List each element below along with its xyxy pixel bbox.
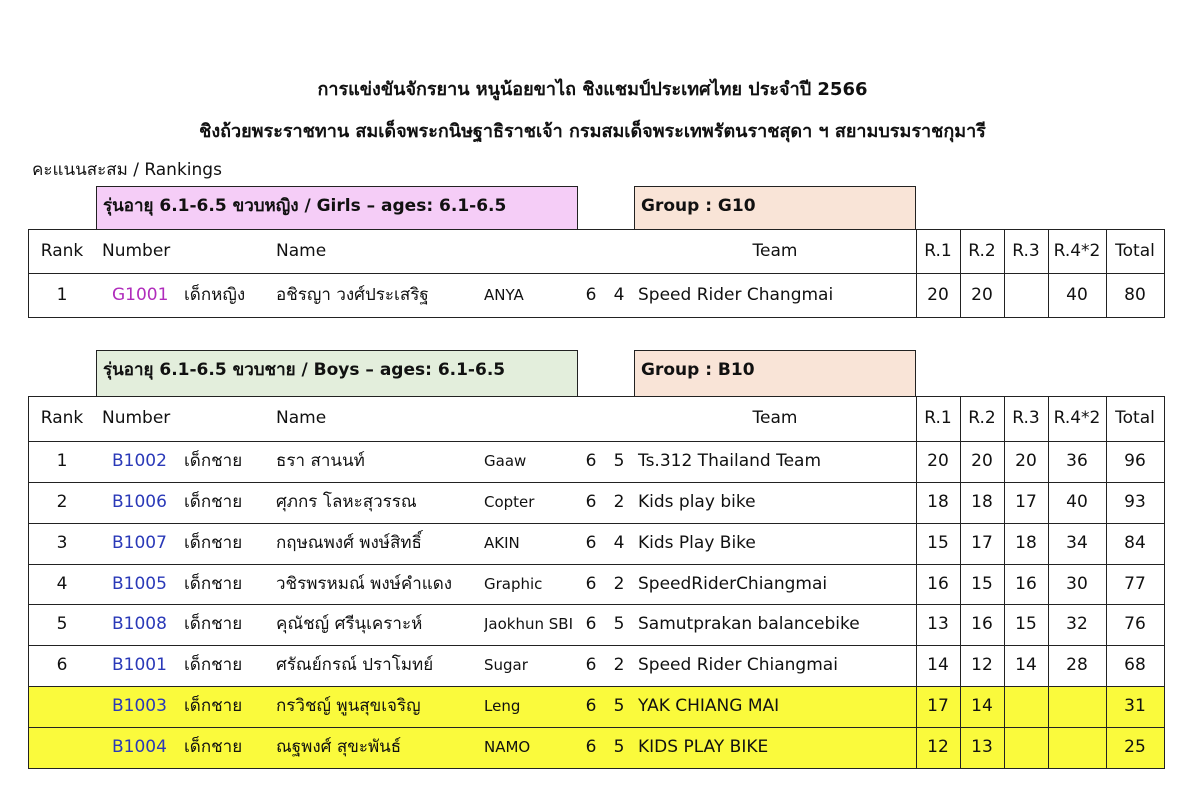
month-cell: 5 xyxy=(613,696,625,716)
nickname-cell: ANYA xyxy=(484,286,524,304)
total-cell: 31 xyxy=(1124,696,1146,716)
nickname-cell: Sugar xyxy=(484,656,528,674)
age-cell: 6 xyxy=(585,285,597,305)
number-cell: B1008 xyxy=(112,614,167,634)
rank-cell xyxy=(28,686,96,727)
table-border xyxy=(1106,229,1107,318)
group-box: Group : G10 xyxy=(634,186,916,230)
col-header-r3: R.3 xyxy=(1012,241,1040,261)
total-cell: 76 xyxy=(1124,614,1146,634)
total-cell: 25 xyxy=(1124,737,1146,757)
table-rule xyxy=(28,229,1164,230)
r4-cell xyxy=(1048,686,1106,727)
col-header-r4: R.4*2 xyxy=(1053,408,1101,428)
name-cell: วชิรพรหมณ์ พงษ์คำแดง xyxy=(276,574,453,594)
team-cell: Speed Rider Changmai xyxy=(638,285,834,305)
table-rule xyxy=(28,564,1164,565)
table-border xyxy=(1106,396,1107,769)
table-border xyxy=(1004,396,1005,769)
r3-cell: 20 xyxy=(1015,451,1037,471)
nickname-cell: AKIN xyxy=(484,534,520,552)
total-cell: 84 xyxy=(1124,533,1146,553)
gender-cell: เด็กชาย xyxy=(184,737,243,757)
r3-cell: 17 xyxy=(1015,492,1037,512)
number-cell: G1001 xyxy=(112,285,169,305)
table-rule xyxy=(28,645,1164,646)
r1-cell: 17 xyxy=(927,696,949,716)
month-cell: 2 xyxy=(613,492,625,512)
r1-cell: 14 xyxy=(927,655,949,675)
number-cell: B1005 xyxy=(112,574,167,594)
table-rule xyxy=(28,604,1164,605)
gender-cell: เด็กชาย xyxy=(184,655,243,675)
name-cell: กฤษณพงศ์ พงษ์สิทธิ์ xyxy=(276,533,422,553)
r2-cell: 14 xyxy=(971,696,993,716)
table-border xyxy=(1048,396,1049,769)
col-header-name: Name xyxy=(276,408,327,428)
r2-cell: 18 xyxy=(971,492,993,512)
total-cell: 80 xyxy=(1124,285,1146,305)
team-cell: YAK CHIANG MAI xyxy=(638,696,780,716)
team-cell: SpeedRiderChiangmai xyxy=(638,574,828,594)
table-border xyxy=(960,229,961,318)
r4-cell: 30 xyxy=(1066,574,1088,594)
rank-cell: 1 xyxy=(56,451,68,471)
r2-cell: 15 xyxy=(971,574,993,594)
rank-cell: 1 xyxy=(56,285,68,305)
gender-cell: เด็กชาย xyxy=(184,696,243,716)
r1-cell: 20 xyxy=(927,285,949,305)
col-header-number: Number xyxy=(102,241,171,261)
total-cell: 77 xyxy=(1124,574,1146,594)
col-header-total: Total xyxy=(1115,241,1155,261)
rank-cell xyxy=(28,727,96,768)
name-cell: ณฐพงศ์ สุขะพันธ์ xyxy=(276,737,402,757)
month-cell: 5 xyxy=(613,737,625,757)
rank-cell: 6 xyxy=(56,655,68,675)
team-cell: Samutprakan balancebike xyxy=(638,614,860,634)
table-border xyxy=(1048,229,1049,318)
age-cell: 6 xyxy=(585,533,597,553)
r3-cell xyxy=(1004,727,1048,768)
total-cell: 96 xyxy=(1124,451,1146,471)
name-cell: ธรา สานนท์ xyxy=(276,451,365,471)
age-cell: 6 xyxy=(585,492,597,512)
group-box: Group : B10 xyxy=(634,350,916,397)
r2-cell: 20 xyxy=(971,451,993,471)
r3-cell xyxy=(1004,273,1048,317)
table-rule xyxy=(28,768,1164,769)
table-border xyxy=(960,396,961,769)
col-header-team: Team xyxy=(752,241,798,261)
r3-cell: 16 xyxy=(1015,574,1037,594)
rank-cell: 3 xyxy=(56,533,68,553)
r2-cell: 13 xyxy=(971,737,993,757)
name-cell: คุณัชญ์ ศรีนุเคราะห์ xyxy=(276,614,423,634)
col-header-r1: R.1 xyxy=(924,241,952,261)
r4-cell: 40 xyxy=(1066,492,1088,512)
number-cell: B1004 xyxy=(112,737,167,757)
r1-cell: 20 xyxy=(927,451,949,471)
r3-cell: 18 xyxy=(1015,533,1037,553)
r4-cell: 36 xyxy=(1066,451,1088,471)
table-border xyxy=(1004,229,1005,318)
col-header-r2: R.2 xyxy=(968,408,996,428)
table-border xyxy=(1164,396,1165,769)
r2-cell: 20 xyxy=(971,285,993,305)
r2-cell: 17 xyxy=(971,533,993,553)
table-rule xyxy=(28,523,1164,524)
table-border xyxy=(28,396,29,769)
nickname-cell: Copter xyxy=(484,493,535,511)
col-header-r4: R.4*2 xyxy=(1053,241,1101,261)
r1-cell: 16 xyxy=(927,574,949,594)
category-box: รุ่นอายุ 6.1-6.5 ขวบชาย / Boys – ages: 6.1-6.5 xyxy=(96,350,578,397)
team-cell: Speed Rider Chiangmai xyxy=(638,655,838,675)
age-cell: 6 xyxy=(585,451,597,471)
gender-cell: เด็กชาย xyxy=(184,533,243,553)
r3-cell: 15 xyxy=(1015,614,1037,634)
r4-cell: 40 xyxy=(1066,285,1088,305)
col-header-total: Total xyxy=(1115,408,1155,428)
col-header-r2: R.2 xyxy=(968,241,996,261)
month-cell: 4 xyxy=(613,285,625,305)
r1-cell: 12 xyxy=(927,737,949,757)
r4-cell: 28 xyxy=(1066,655,1088,675)
rank-cell: 4 xyxy=(56,574,68,594)
r2-cell: 12 xyxy=(971,655,993,675)
r4-cell: 34 xyxy=(1066,533,1088,553)
table-rule xyxy=(28,482,1164,483)
number-cell: B1001 xyxy=(112,655,167,675)
number-cell: B1007 xyxy=(112,533,167,553)
number-cell: B1006 xyxy=(112,492,167,512)
table-rule xyxy=(28,273,1164,274)
page-subtitle: ชิงถ้วยพระราชทาน สมเด็จพระกนิษฐาธิราชเจ้า กรมสมเด็จพระเทพรัตนราชสุดา ฯ สยามบรมราชกุมารี xyxy=(199,121,986,142)
col-header-name: Name xyxy=(276,241,327,261)
number-cell: B1002 xyxy=(112,451,167,471)
col-header-r1: R.1 xyxy=(924,408,952,428)
r3-cell: 14 xyxy=(1015,655,1037,675)
col-header-r3: R.3 xyxy=(1012,408,1040,428)
team-cell: Kids Play Bike xyxy=(638,533,756,553)
table-border xyxy=(916,229,917,318)
gender-cell: เด็กชาย xyxy=(184,492,243,512)
nickname-cell: Gaaw xyxy=(484,452,527,470)
total-cell: 68 xyxy=(1124,655,1146,675)
gender-cell: เด็กชาย xyxy=(184,614,243,634)
age-cell: 6 xyxy=(585,696,597,716)
table-rule xyxy=(28,317,1164,318)
r4-cell xyxy=(1048,727,1106,768)
month-cell: 5 xyxy=(613,451,625,471)
page-title: การแข่งขันจักรยาน หนูน้อยขาไถ ชิงแชมป์ประเทศไทย ประจำปี 2566 xyxy=(317,79,868,100)
table-border xyxy=(28,229,29,318)
table-rule xyxy=(28,396,1164,397)
r1-cell: 18 xyxy=(927,492,949,512)
nickname-cell: NAMO xyxy=(484,738,531,756)
col-header-rank: Rank xyxy=(40,241,84,261)
col-header-team: Team xyxy=(752,408,798,428)
r4-cell: 32 xyxy=(1066,614,1088,634)
month-cell: 2 xyxy=(613,574,625,594)
team-cell: Kids play bike xyxy=(638,492,756,512)
name-cell: ศุภกร โลหะสุวรรณ xyxy=(276,492,417,512)
month-cell: 5 xyxy=(613,614,625,634)
age-cell: 6 xyxy=(585,737,597,757)
age-cell: 6 xyxy=(585,574,597,594)
month-cell: 2 xyxy=(613,655,625,675)
gender-cell: เด็กชาย xyxy=(184,574,243,594)
total-cell: 93 xyxy=(1124,492,1146,512)
rank-cell: 5 xyxy=(56,614,68,634)
name-cell: อชิรญา วงศ์ประเสริฐ xyxy=(276,285,429,305)
gender-cell: เด็กชาย xyxy=(184,451,243,471)
table-rule xyxy=(28,686,1164,687)
table-rule xyxy=(28,441,1164,442)
team-cell: KIDS PLAY BIKE xyxy=(638,737,769,757)
r3-cell xyxy=(1004,686,1048,727)
table-rule xyxy=(28,727,1164,728)
nickname-cell: Graphic xyxy=(484,575,543,593)
table-border xyxy=(916,396,917,769)
col-header-rank: Rank xyxy=(40,408,84,428)
age-cell: 6 xyxy=(585,614,597,634)
name-cell: กรวิชญ์ พูนสุขเจริญ xyxy=(276,696,421,716)
nickname-cell: Leng xyxy=(484,697,521,715)
team-cell: Ts.312 Thailand Team xyxy=(638,451,822,471)
rank-cell: 2 xyxy=(56,492,68,512)
category-box: รุ่นอายุ 6.1-6.5 ขวบหญิง / Girls – ages: 6.1-6.5 xyxy=(96,186,578,230)
col-header-number: Number xyxy=(102,408,171,428)
month-cell: 4 xyxy=(613,533,625,553)
table-border xyxy=(1164,229,1165,318)
rankings-heading: คะแนนสะสม / Rankings xyxy=(32,160,222,180)
nickname-cell: Jaokhun SBI xyxy=(484,615,574,633)
number-cell: B1003 xyxy=(112,696,167,716)
r1-cell: 13 xyxy=(927,614,949,634)
gender-cell: เด็กหญิง xyxy=(184,285,246,305)
r2-cell: 16 xyxy=(971,614,993,634)
r1-cell: 15 xyxy=(927,533,949,553)
age-cell: 6 xyxy=(585,655,597,675)
name-cell: ศรัณย์กรณ์ ปราโมทย์ xyxy=(276,655,434,675)
